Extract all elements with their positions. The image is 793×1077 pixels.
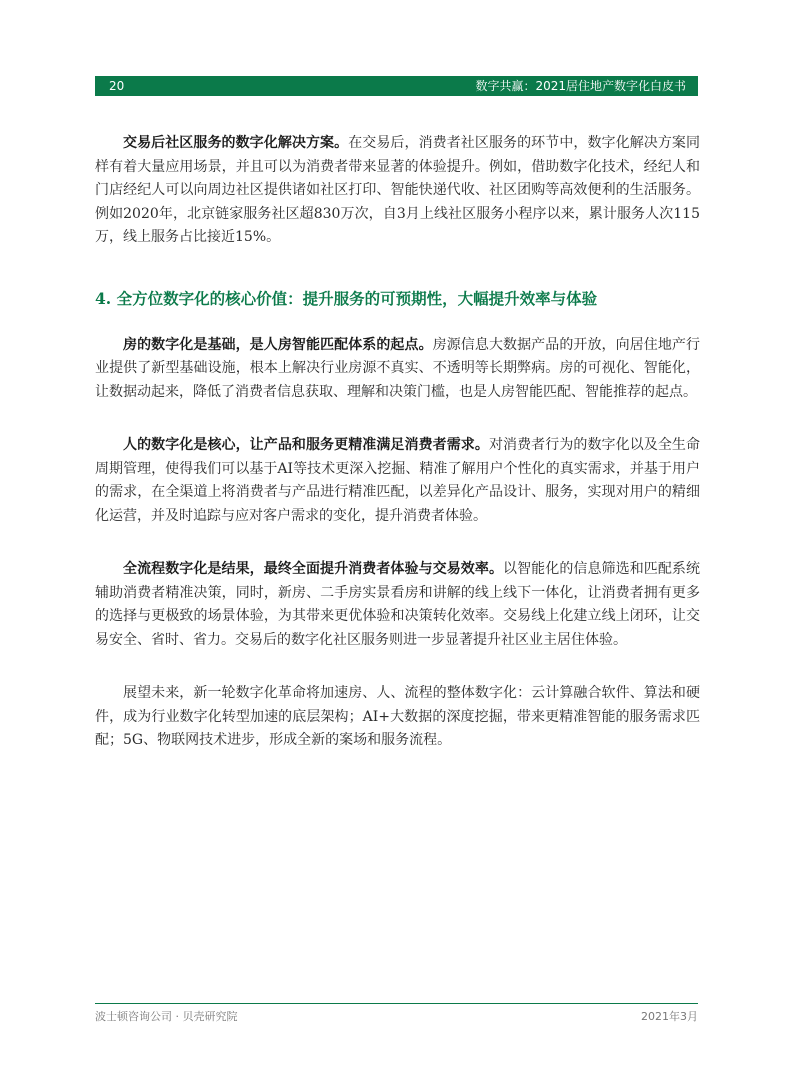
paragraph-body: 房源信息大数据产品的开放，向居住地产行业提供了新型基础设施，根本上解决行业房源不真实、不透明等长期弊病。房的可视化、智能化，让数据动起来，降低了消费者信息获取、理解和决策门槛，也是人房智能匹配、智能推荐的起点。 (95, 336, 701, 400)
paragraph-house-digitization (95, 334, 700, 405)
main-content (95, 132, 700, 783)
paragraph-body: 在交易后，消费者社区服务的环节中，数字化解决方案同样有着大量应用场景，并且可以为消费者带来显著的体验提升。例如，借助数字化技术，经纪人和门店经纪人可以向周边社区提供诸如社区打印、智能快递代收、社区团购等高效便利的生活服务。例如2020年，北京链家服务社区超830万次，自3月上线社区服务小程序以来，累计服务人次115万，线上服务占比接近15%。 (95, 135, 701, 245)
page-number: 20 (109, 79, 125, 93)
paragraph-outlook (95, 682, 700, 753)
paragraph-body: 对消费者行为的数字化以及全生命周期管理，使得我们可以基于AI等技术更深入挖掘、精准了解用户个性化的真实需求，并基于用户的需求，在全渠道上将消费者与产品进行精准匹配，以差异化产品设计、服务，实现对用户的精细化运营，并及时追踪与应对客户需求的变化，提升消费者体验。 (95, 437, 701, 524)
footer-date: 2021年3月 (641, 1010, 698, 1023)
paragraph-lead: 交易后社区服务的数字化解决方案。 (123, 135, 349, 151)
paragraph-process-digitization (95, 558, 700, 652)
paragraph-post-transaction (95, 132, 700, 250)
document-title: 数字共赢：2021居住地产数字化白皮书 (475, 79, 686, 93)
paragraph-lead: 人的数字化是核心，让产品和服务更精准满足消费者需求。 (123, 437, 489, 453)
paragraph-lead: 房的数字化是基础，是人房智能匹配体系的起点。 (123, 336, 433, 353)
paragraph-body: 展望未来，新一轮数字化革命将加速房、人、流程的整体数字化：云计算融合软件、算法和硬件，成为行业数字化转型加速的底层架构；AI+大数据的深度挖掘，带来更精准智能的服务需求匹配；5G、物联网技术进步，形成全新的案场和服务流程。 (95, 685, 700, 748)
paragraph-lead: 全流程数字化是结果，最终全面提升消费者体验与交易效率。 (123, 561, 504, 577)
section-heading: 4. 全方位数字化的核心价值：提升服务的可预期性，大幅提升效率与体验 (95, 288, 598, 308)
footer-publisher: 波士顿咨询公司 · 贝壳研究院 (95, 1010, 238, 1023)
paragraph-people-digitization (95, 434, 700, 528)
paragraph-body: 以智能化的信息筛选和匹配系统辅助消费者精准决策，同时，新房、二手房实景看房和讲解的线上线下一体化，让消费者拥有更多的选择与更极致的场景体验，为其带来更优体验和决策转化效率。交易线上化建立线上闭环，让交易安全、省时、省力。交易后的数字化社区服务则进一步显著提升社区业主居住体验。 (95, 561, 701, 648)
footer-divider (95, 1003, 698, 1004)
header-bar (95, 76, 698, 96)
